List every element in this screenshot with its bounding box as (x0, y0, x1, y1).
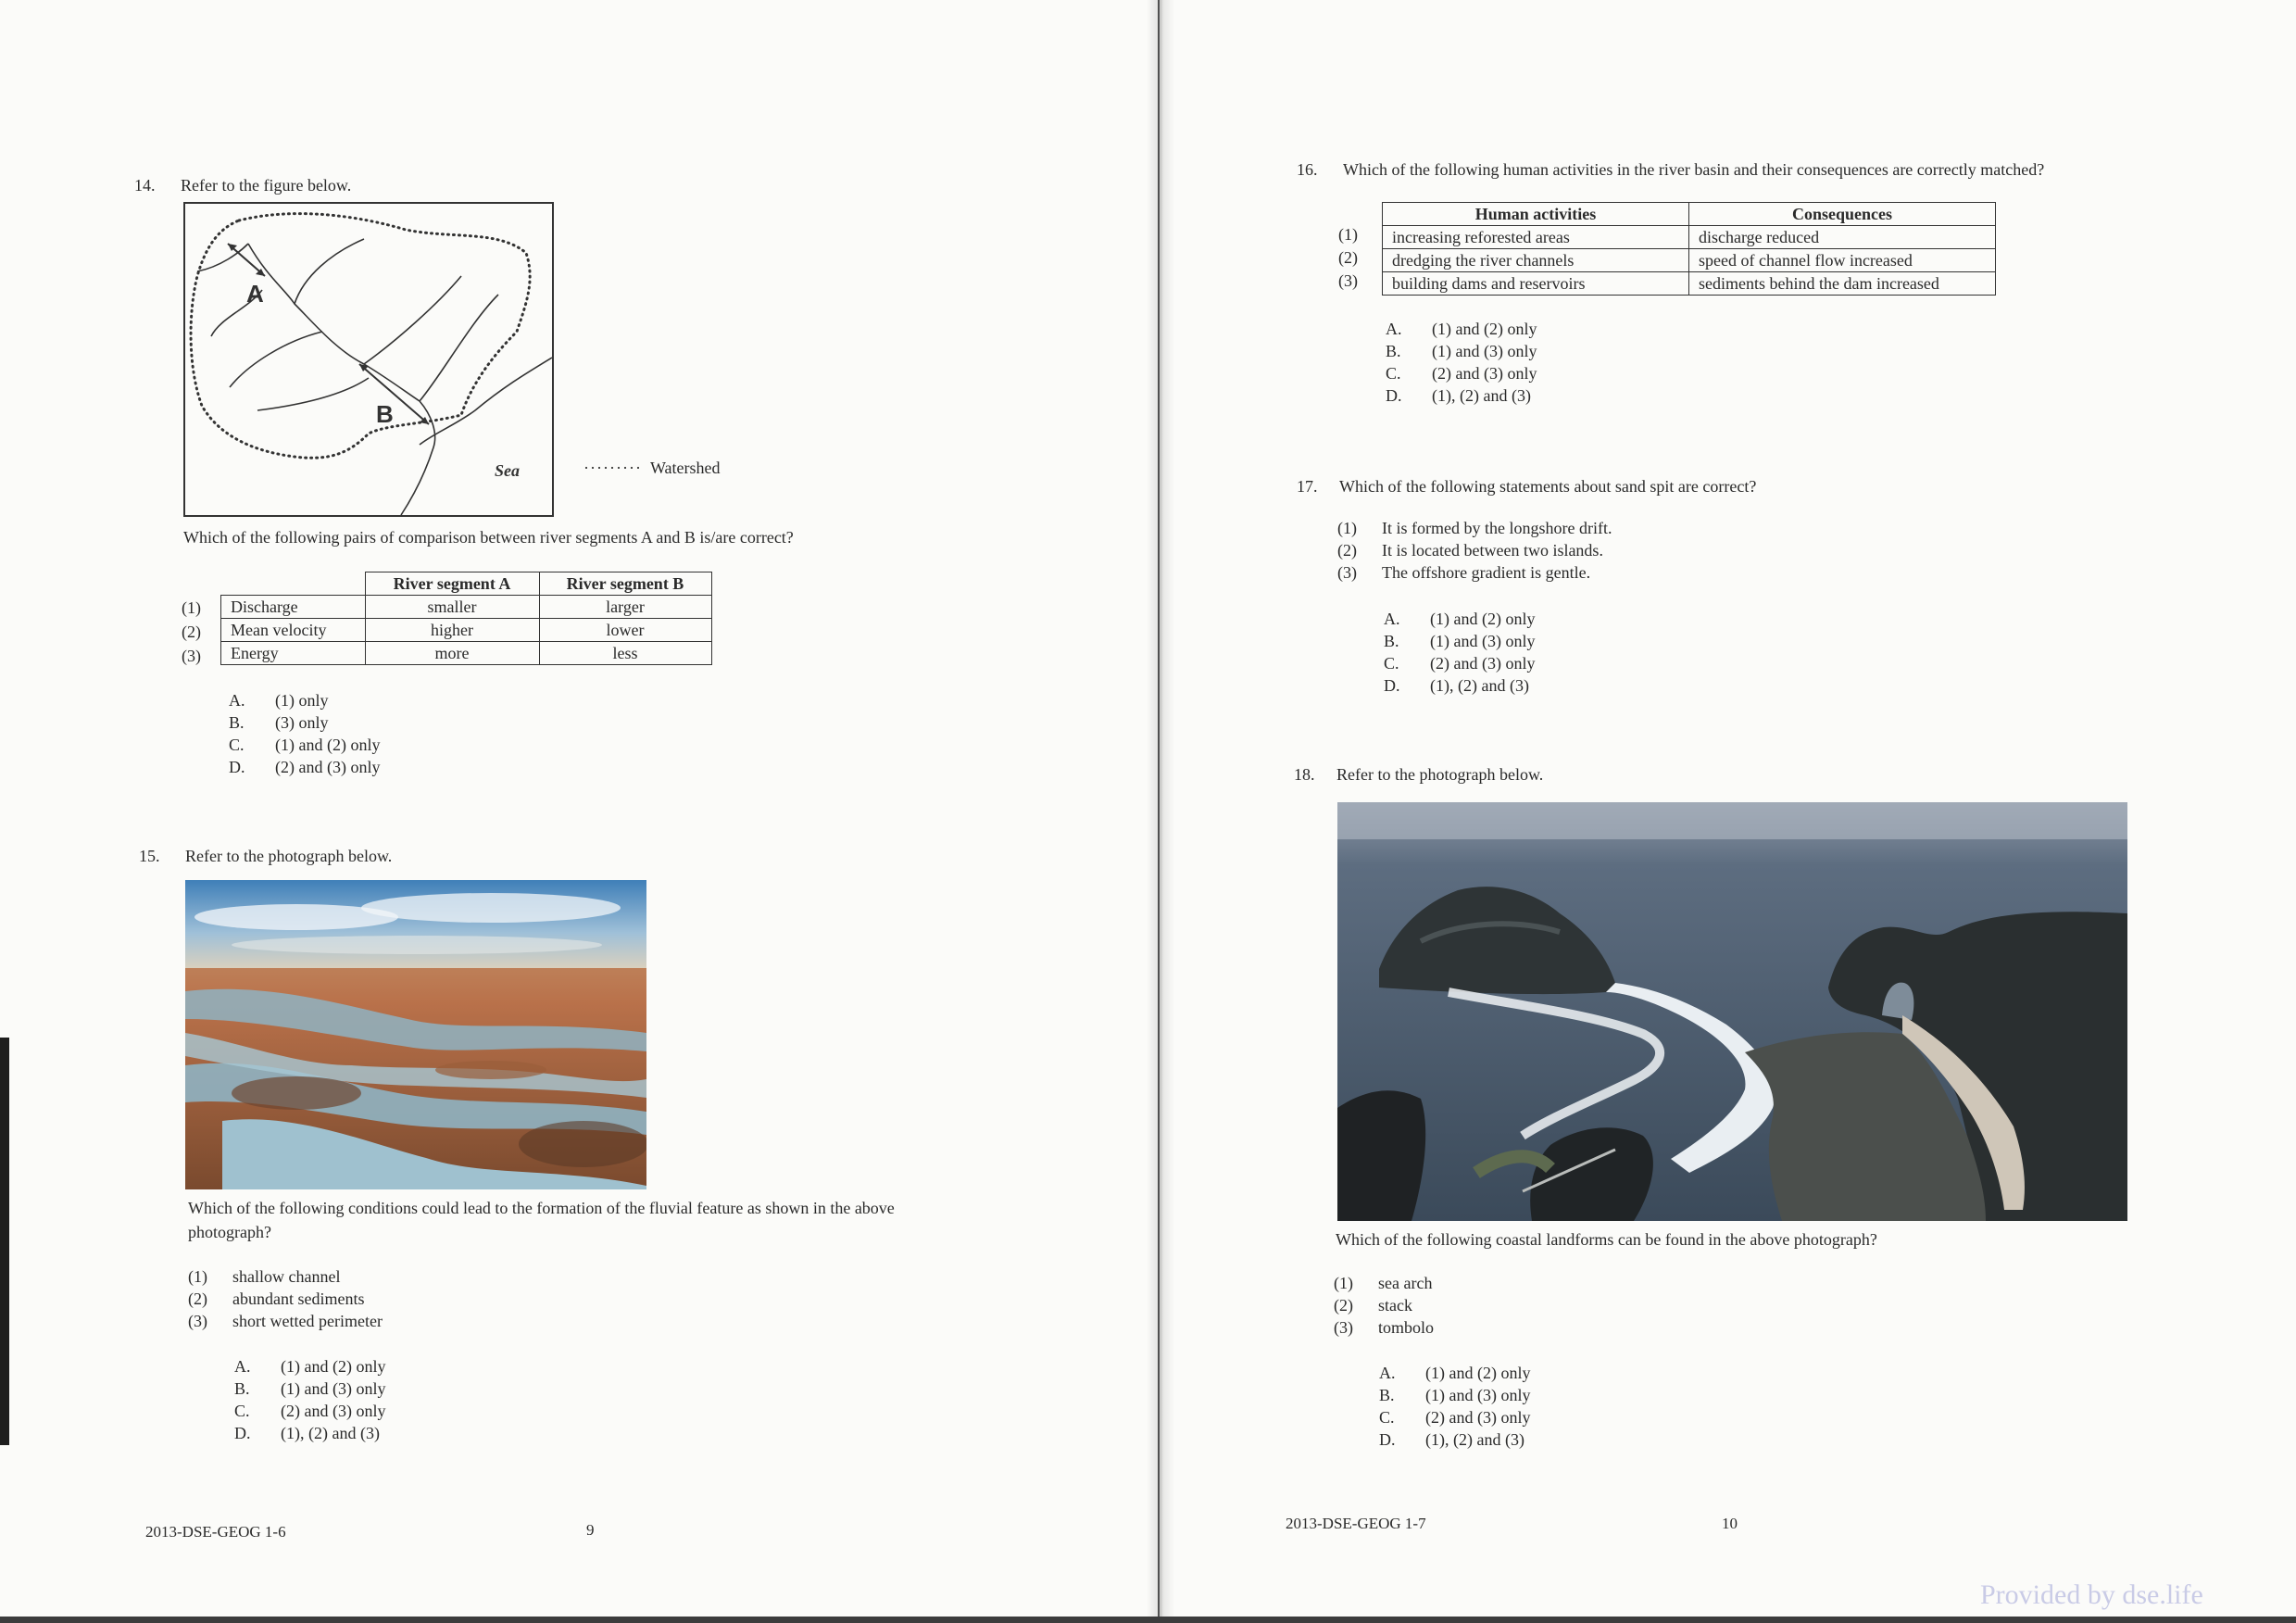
q18-option-a: A. (1) and (2) only (1379, 1364, 1531, 1382)
table-cell: smaller (365, 596, 539, 619)
table-header-cell: Consequences (1689, 203, 1996, 226)
q18-item: (3) tombolo (1334, 1318, 1435, 1337)
q17-option-d: D. (1), (2) and (3) (1384, 676, 1529, 695)
table-cell: building dams and reservoirs (1383, 272, 1689, 296)
scan-bottom-edge (0, 1617, 2296, 1623)
table-header-cell (221, 572, 366, 596)
table-header-cell: Human activities (1383, 203, 1689, 226)
table-cell: Mean velocity (221, 619, 366, 642)
q16-option-a: A. (1) and (2) only (1386, 320, 1537, 338)
q16-matching-table (1382, 202, 1996, 296)
q14-question: Which of the following pairs of comparison between river segments A and B is/are correct? (183, 528, 794, 547)
table-header-cell: River segment B (539, 572, 711, 596)
table-cell: less (539, 642, 711, 665)
table-row (1383, 272, 1996, 296)
table-cell: lower (539, 619, 711, 642)
table-row (1383, 249, 1996, 272)
braided-river-image (185, 880, 646, 1189)
table-header-row (221, 572, 712, 596)
table-cell: dredging the river channels (1383, 249, 1689, 272)
q18-prompt: Refer to the photograph below. (1336, 765, 1544, 784)
book-gutter (1147, 0, 1174, 1617)
q14-number: 14. (134, 176, 156, 195)
q14-option-d: D. (2) and (3) only (229, 758, 381, 776)
table-cell: Energy (221, 642, 366, 665)
q17-number: 17. (1297, 477, 1318, 496)
q14-option-a: A. (1) only (229, 691, 329, 710)
watermark: Provided by dse.life (1980, 1579, 2203, 1610)
table-cell: speed of channel flow increased (1689, 249, 1996, 272)
table-header-row (1383, 203, 1996, 226)
q14-option-b: B. (3) only (229, 713, 329, 732)
coastal-photo (1337, 802, 2127, 1221)
q17-item: (3) The offshore gradient is gentle. (1337, 563, 1591, 582)
q17-option-b: B. (1) and (3) only (1384, 632, 1536, 650)
q18-question: Which of the following coastal landforms can be found in the above photograph? (1336, 1230, 1877, 1249)
q17-question: Which of the following statements about sand spit are correct? (1339, 477, 1757, 496)
q18-option-c: C. (2) and (3) only (1379, 1408, 1531, 1427)
right-page (1160, 0, 2296, 1617)
q18-number: 18. (1294, 765, 1315, 784)
q17-item: (1) It is formed by the longshore drift. (1337, 519, 1612, 537)
q15-item: (3) short wetted perimeter (188, 1312, 383, 1330)
q16-row-num: (2) (1338, 248, 1358, 267)
table-cell: sediments behind the dam increased (1689, 272, 1996, 296)
q18-option-d: D. (1), (2) and (3) (1379, 1430, 1524, 1449)
q16-row-num: (3) (1338, 271, 1358, 290)
table-header-cell: River segment A (365, 572, 539, 596)
segment-a-label: A (246, 280, 264, 308)
table-row (221, 596, 712, 619)
q15-option-d: D. (1), (2) and (3) (234, 1424, 380, 1442)
q16-option-b: B. (1) and (3) only (1386, 342, 1537, 360)
q16-number: 16. (1297, 160, 1318, 179)
q15-item: (2) abundant sediments (188, 1290, 365, 1308)
left-footer-code: 2013-DSE-GEOG 1-6 (145, 1523, 286, 1541)
sea-label: Sea (495, 461, 520, 480)
right-page-number: 10 (1722, 1515, 1738, 1532)
q17-item: (2) It is located between two islands. (1337, 541, 1603, 560)
scan-edge-shadow (0, 1038, 9, 1445)
table-cell: more (365, 642, 539, 665)
segment-b-label: B (376, 400, 394, 428)
q15-option-b: B. (1) and (3) only (234, 1379, 386, 1398)
q15-question-line1: Which of the following conditions could lead to the formation of the fluvial feature as shown in the above (188, 1199, 895, 1217)
watershed-legend-symbol: ········· (583, 459, 642, 477)
q14-prompt: Refer to the figure below. (181, 176, 352, 195)
q14-row-num: (1) (182, 598, 201, 617)
table-row (221, 642, 712, 665)
river-basin-figure (183, 202, 554, 517)
table-cell: Discharge (221, 596, 366, 619)
table-row (1383, 226, 1996, 249)
q15-question-line2: photograph? (188, 1223, 271, 1241)
table-cell: larger (539, 596, 711, 619)
left-page-number: 9 (586, 1521, 595, 1539)
q15-option-c: C. (2) and (3) only (234, 1402, 386, 1420)
q14-row-num: (2) (182, 623, 201, 641)
braided-river-photo (185, 880, 646, 1189)
river-basin-diagram (183, 202, 554, 517)
q17-option-a: A. (1) and (2) only (1384, 610, 1536, 628)
q14-option-c: C. (1) and (2) only (229, 736, 381, 754)
right-footer-code: 2013-DSE-GEOG 1-7 (1286, 1515, 1426, 1532)
q16-row-num: (1) (1338, 225, 1358, 244)
q18-item: (2) stack (1334, 1296, 1412, 1315)
q15-option-a: A. (1) and (2) only (234, 1357, 386, 1376)
q16-question: Which of the following human activities in the river basin and their consequences are correctly matched? (1343, 160, 2045, 179)
q15-number: 15. (139, 847, 160, 865)
coastal-landform-image (1337, 802, 2127, 1221)
q15-item: (1) shallow channel (188, 1267, 341, 1286)
table-cell: increasing reforested areas (1383, 226, 1689, 249)
q14-comparison-table (220, 572, 712, 665)
watershed-legend-text: Watershed (650, 459, 721, 477)
q16-option-d: D. (1), (2) and (3) (1386, 386, 1531, 405)
q16-option-c: C. (2) and (3) only (1386, 364, 1537, 383)
q18-item: (1) sea arch (1334, 1274, 1433, 1292)
q14-row-num: (3) (182, 647, 201, 665)
q17-option-c: C. (2) and (3) only (1384, 654, 1536, 673)
table-row (221, 619, 712, 642)
table-cell: higher (365, 619, 539, 642)
q18-option-b: B. (1) and (3) only (1379, 1386, 1531, 1404)
table-cell: discharge reduced (1689, 226, 1996, 249)
q15-prompt: Refer to the photograph below. (185, 847, 393, 865)
